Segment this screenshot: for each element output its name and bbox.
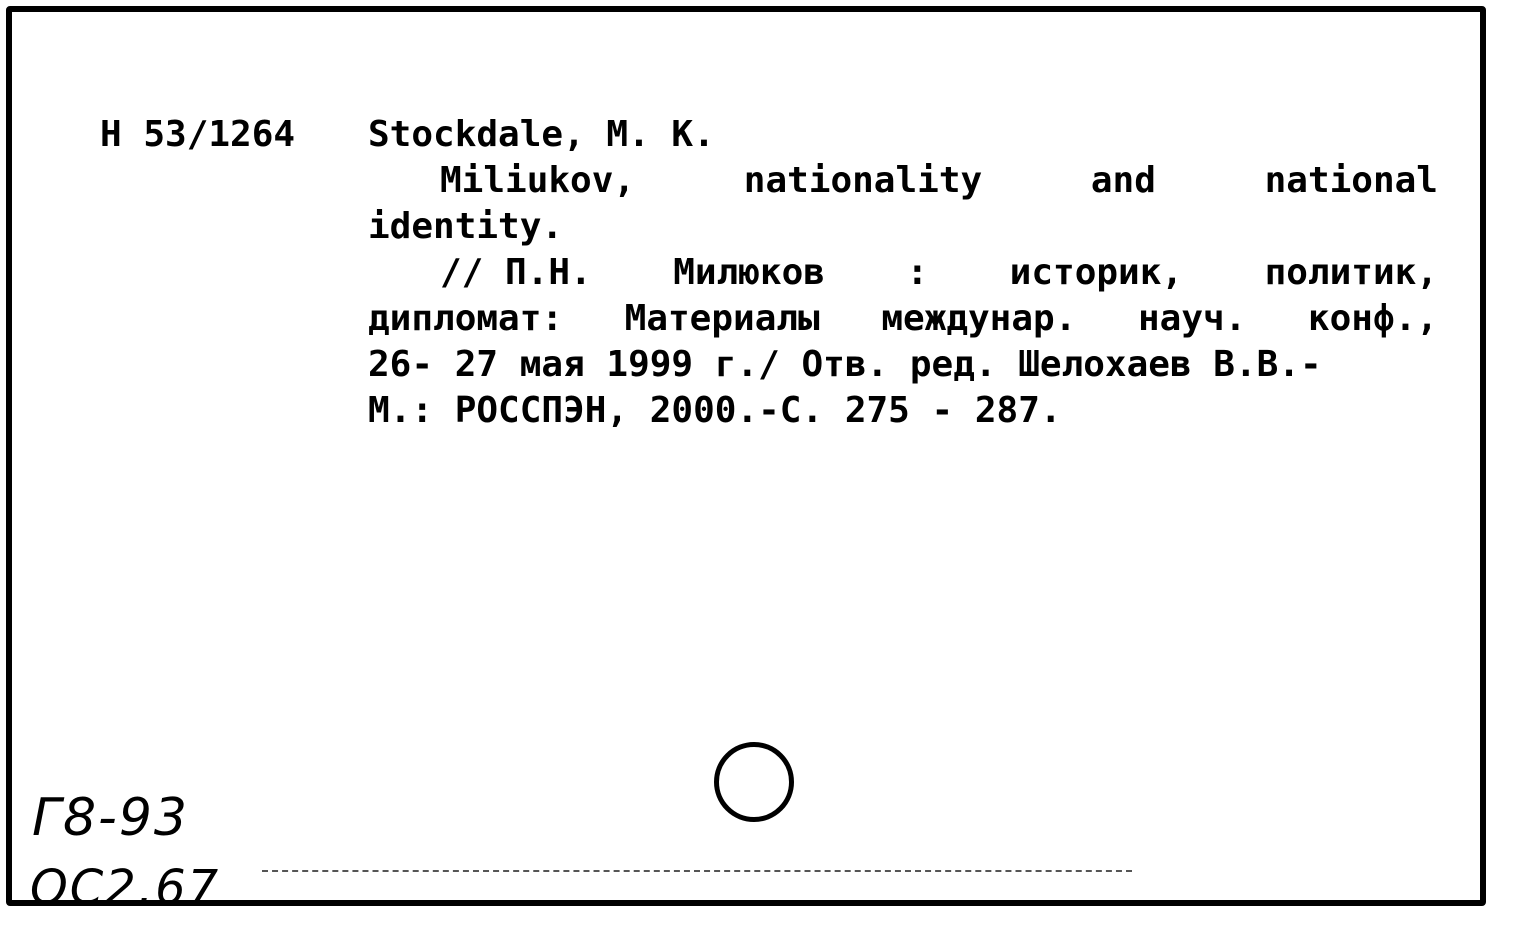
source-word: политик, [1264,252,1438,293]
title-word: and [1090,160,1156,201]
source-word: науч. [1137,298,1247,339]
title-word: national [1264,160,1438,201]
source-word: Милюков [673,252,825,293]
source-word: дипломат: [368,298,564,339]
shelfmark: Н 53/1264 [100,114,296,155]
title-word: nationality [743,160,983,201]
source-word: : [906,252,929,293]
title-word: Miliukov, [440,160,636,201]
source-line-3: 26- 27 мая 1999 г./ Отв. ред. Шелохаев В.В.- [368,344,1322,385]
source-word: Материалы [624,298,820,339]
source-line-2 [368,296,1438,342]
punch-hole [714,742,794,822]
title-line-2: identity. [368,206,564,247]
source-word: историк, [1009,252,1184,293]
source-line-4: М.: РОССПЭН, 2000.-С. 275 - 287. [368,390,1062,431]
source-word: конф., [1307,298,1438,339]
handwritten-note-1: Г8-93 [32,788,189,848]
author: Stockdale, M. K. [368,114,715,155]
handwritten-note-2: ОС2.67 [30,860,221,916]
source-word: междунар. [881,298,1077,339]
title-line-1 [368,158,1438,204]
dotted-line [262,870,1132,872]
source-line-1 [368,250,1438,296]
source-word: // П.Н. [440,252,592,293]
bibliographic-entry [368,112,1438,434]
catalog-card [6,6,1486,916]
